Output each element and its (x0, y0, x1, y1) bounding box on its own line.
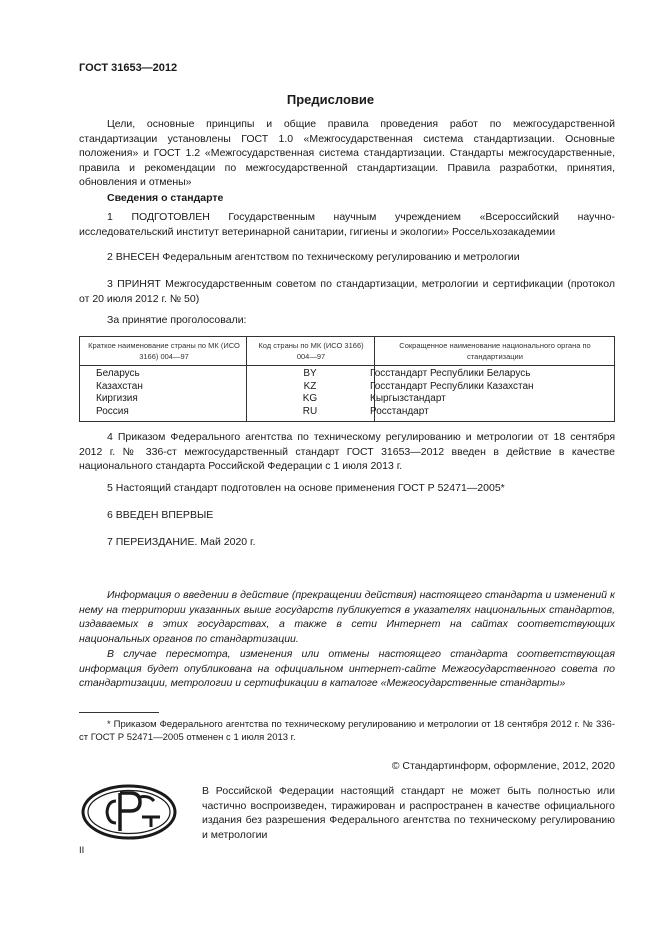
item-5-text: 5 Настоящий стандарт подготовлен на основе применения ГОСТ Р 52471—2005* (107, 482, 505, 494)
table-cell-code: RU (302, 405, 318, 417)
table-header-code: Код страны по МК (ИСО 3166) 004—97 (258, 341, 364, 361)
voted-text: За принятие проголосовали: (107, 314, 247, 326)
item-4-text: 4 Приказом Федерального агентства по техническому регулированию и метрологии от 18 сентября 2012 г. № 336-ст межгосударственный стандарт ГОСТ 31653—2012 введен в действие в качестве национального стандарта Российской Федерации с 1 июля 2013 г. (79, 431, 615, 473)
item-4 (79, 430, 615, 474)
copyright-notice (202, 784, 615, 842)
info-text-2: В случае пересмотра, изменения или отмены настоящего стандарта соответствующая информация будет опубликована на официальном интернет-сайте Межгосударственного совета по стандартизации, метрологии и сертификации в каталоге «Межгосударственные стандарты» (79, 648, 615, 690)
footnote (79, 718, 615, 744)
footnote-divider (79, 712, 159, 713)
item-7 (79, 535, 615, 550)
table-header-body: Сокращенное наименование национального органа по стандартизации (399, 341, 591, 361)
table-cell-body: Госстандарт Республики Казахстан (370, 380, 534, 392)
table-cell-body: Кыргызстандарт (370, 393, 446, 404)
table-cell-body: Госстандарт Республики Беларусь (370, 368, 531, 379)
info-paragraph-2 (79, 647, 615, 691)
table-cell-country: Киргизия (96, 393, 138, 404)
item-3-text: 3 ПРИНЯТ Межгосударственным советом по стандартизации, метрологии и сертификации (протокол от 20 июля 2012 г. № 50) (79, 278, 615, 305)
item-2-text: 2 ВНЕСЕН Федеральным агентством по техническому регулированию и метрологии (107, 251, 520, 263)
intro-paragraph (79, 117, 615, 190)
section-heading: Сведения о стандарте (107, 192, 224, 204)
footnote-text: * Приказом Федерального агентства по техническому регулированию и метрологии от 18 сентября 2012 г. № 336-ст ГОСТ Р 52471—2005 отменен с 1 июля 2013 г. (79, 719, 615, 743)
item-1-text: 1 ПОДГОТОВЛЕН Государственным научным учреждением «Всероссийский научно-исследовательский институт ветеринарной санитарии, гигиены и экологии» Россельхозакадемии (79, 211, 615, 238)
notice-text: В Российской Федерации настоящий стандарт не может быть полностью или частично воспроизведен, тиражирован и распространен в качестве официального издания без разрешения Федерального агентства по техническому регулированию и метрологии (202, 785, 615, 841)
rst-certification-mark-icon (80, 783, 178, 841)
page-number: II (79, 845, 85, 856)
table-header (80, 337, 614, 366)
copyright: © Стандартинформ, оформление, 2012, 2020 (391, 760, 615, 772)
voting-table (79, 336, 615, 422)
table-cell-code: KZ (303, 380, 317, 392)
table-cell-country: Россия (96, 405, 129, 417)
item-6-text: 6 ВВЕДЕН ВПЕРВЫЕ (107, 509, 214, 521)
table-cell-body: Росстандарт (370, 405, 429, 417)
item-6 (79, 508, 615, 523)
page-title: Предисловие (286, 92, 375, 107)
item-2 (79, 250, 615, 265)
table-cell-country: Беларусь (96, 368, 140, 379)
table-cell-code: KG (302, 393, 318, 404)
item-7-text: 7 ПЕРЕИЗДАНИЕ. Май 2020 г. (107, 536, 256, 548)
table-cell-code: BY (303, 368, 317, 379)
table-cell-country: Казахстан (96, 380, 143, 392)
item-1 (79, 210, 615, 239)
document-code: ГОСТ 31653—2012 (79, 62, 178, 74)
table-header-country: Краткое наименование страны по МК (ИСО 3166) 004—97 (88, 341, 240, 361)
voted-label (79, 313, 615, 328)
item-5 (79, 481, 615, 496)
intro-text: Цели, основные принципы и общие правила проведения работ по межгосударственной стандартизации установлены ГОСТ 1.0 «Межгосударственная система стандартизации. Основные положения» и ГОСТ 1.2 «Межгосударственная система стандартизации. Стандарты межгосударственные, правила и рекомендации по межгосударственной стандартизации. Правила разработки, принятия, обновления и отмены» (79, 118, 615, 189)
item-3 (79, 277, 615, 306)
info-paragraph-1 (79, 588, 615, 646)
info-text-1: Информация о введении в действие (прекращении действия) настоящего стандарта и изменений к нему на территории указанных выше государств публикуется в указателях национальных стандартов, издаваемых в этих государствах, а также в сети Интернет на сайтах соответствующих национальных органов по стандартизации. (79, 589, 615, 645)
